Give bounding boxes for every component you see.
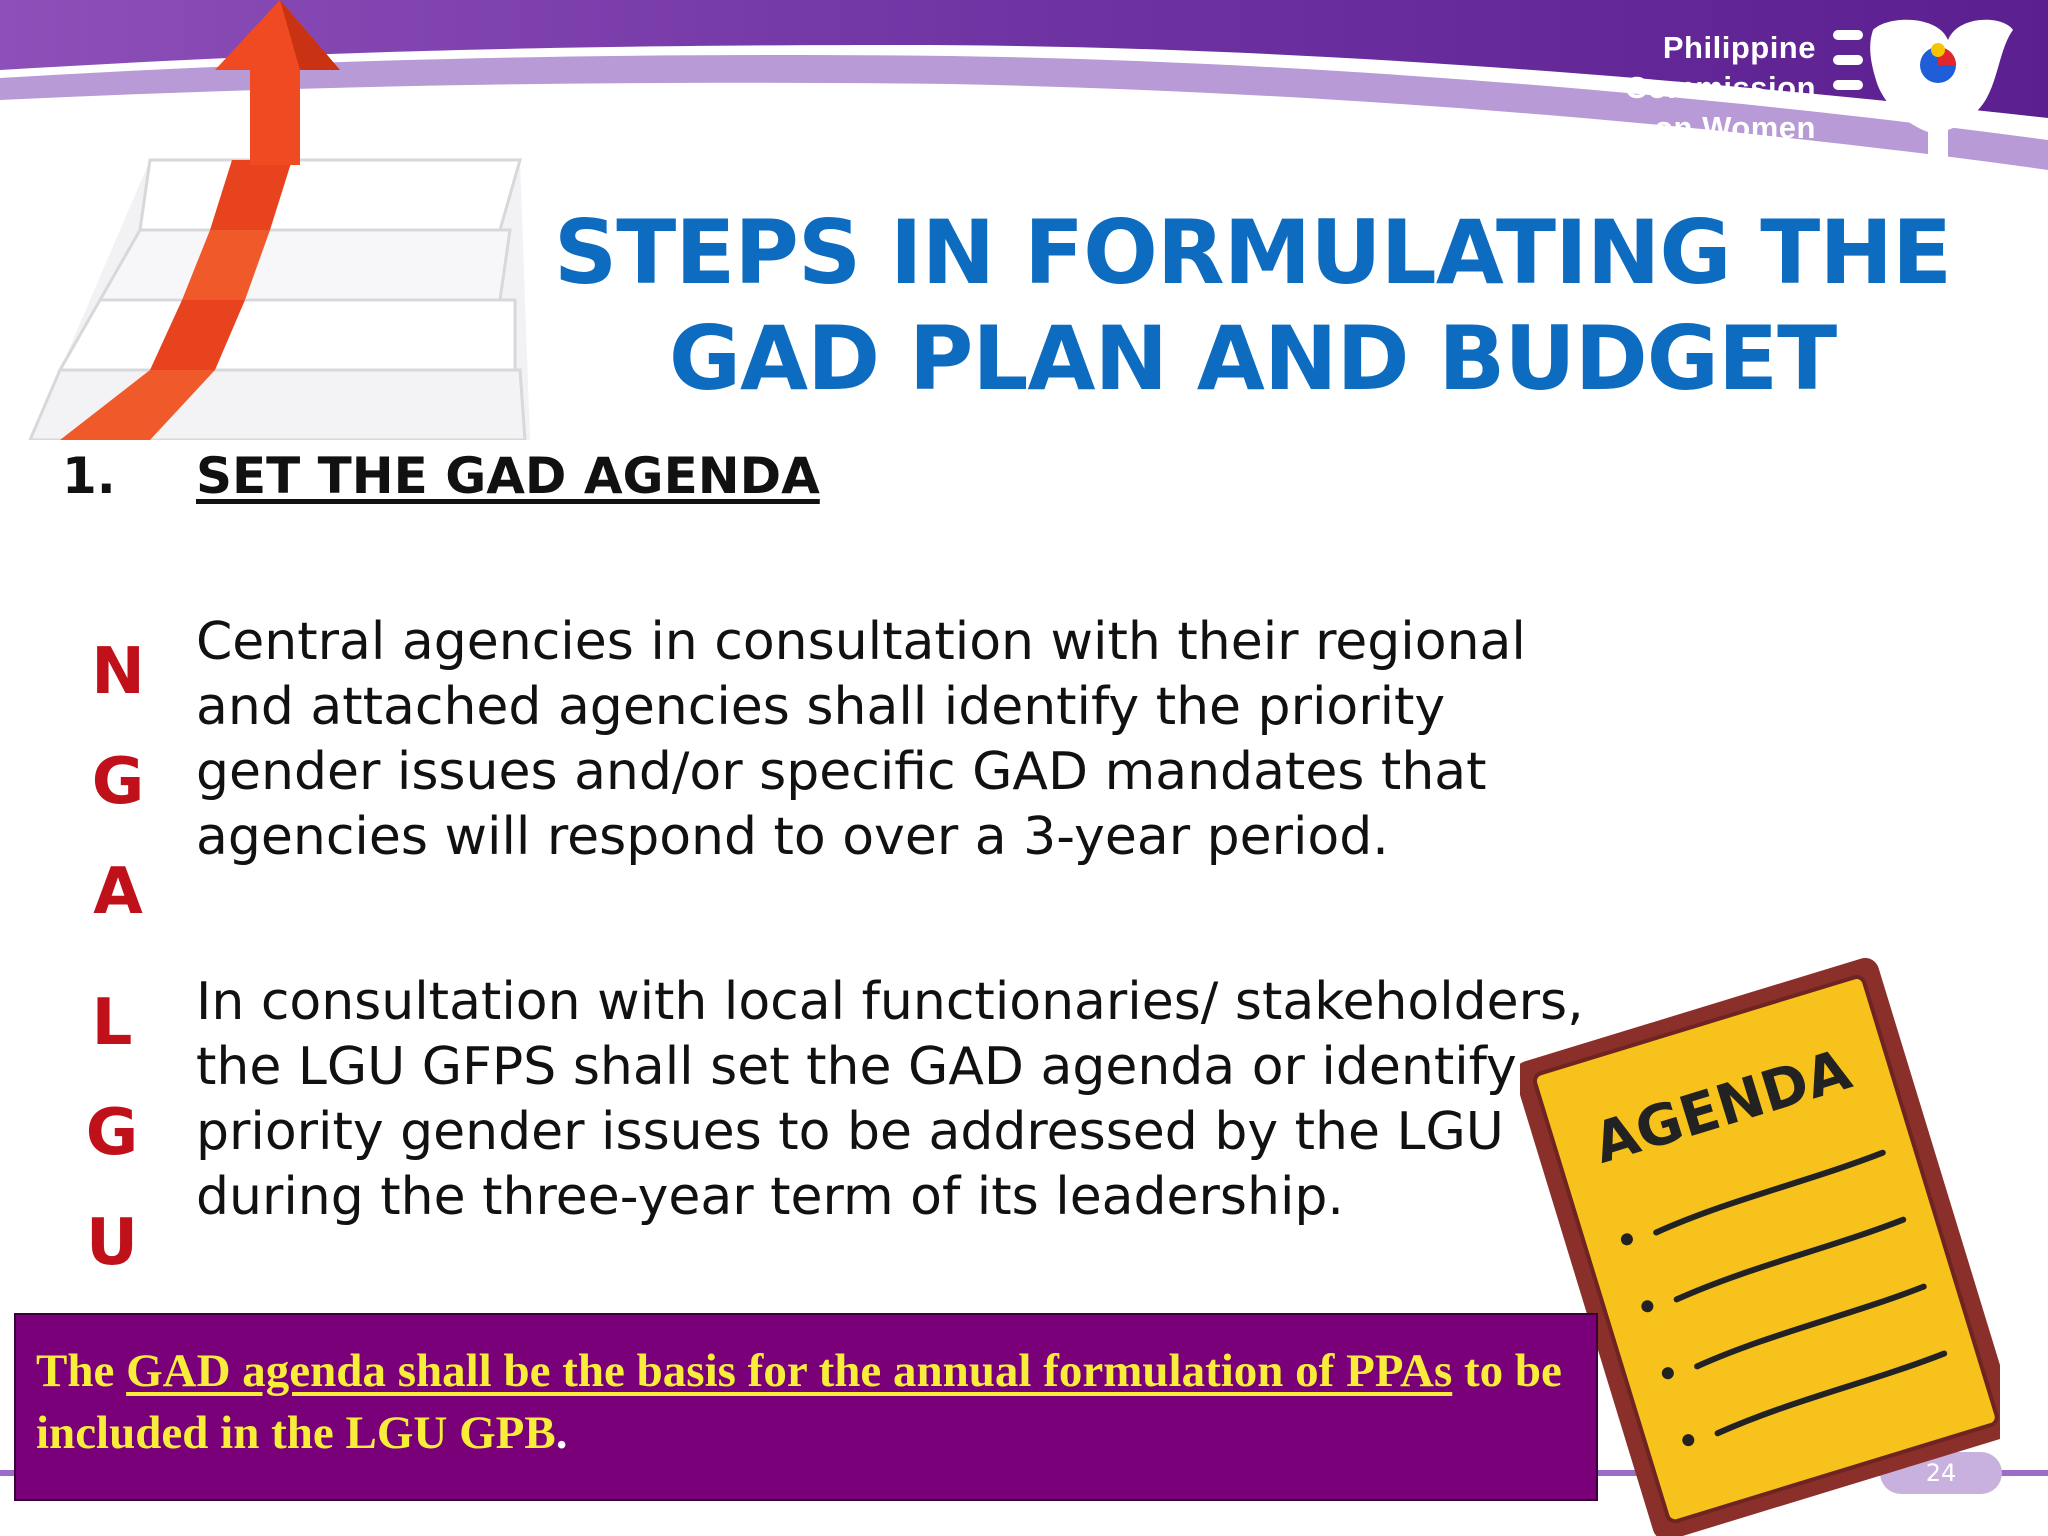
step-number: 1. (62, 447, 116, 505)
acronym-letter: L (91, 986, 133, 1060)
lgu-acronym (62, 968, 162, 1298)
title-line-2: GAD PLAN AND BUDGET (668, 307, 1837, 410)
step-heading: SET THE GAD AGENDA (196, 447, 820, 505)
nga-acronym (68, 617, 168, 947)
title-line-1: STEPS IN FORMULATING THE (553, 201, 1952, 304)
organization-name (1625, 28, 1816, 148)
page-number: 24 (1880, 1452, 2002, 1494)
org-line-3: on Women (1654, 110, 1816, 145)
note-underlined: GAD agenda shall be the basis for the annual formulation of PPAs (126, 1345, 1453, 1397)
nga-paragraph: Central agencies in consultation with their regional and attached agencies shall identify the priority gender issues and/or specific GAD mandates that agencies will respond to over a 3-year period. (196, 612, 1526, 867)
note-text (36, 1340, 1596, 1464)
acronym-letter: G (91, 745, 145, 819)
acronym-letter: G (85, 1096, 139, 1170)
agenda-label: AGENDA (1586, 1037, 1859, 1177)
acronym-letter: A (93, 855, 143, 929)
slide-title (545, 200, 1960, 412)
note-prefix: The (36, 1345, 127, 1397)
lgu-paragraph: In consultation with local functionaries/ stakeholders, the LGU GFPS shall set the GAD agenda or identify priority gender issues to be addressed by the LGU during the three-year term of its leadership. (196, 972, 1584, 1227)
acronym-letter: N (91, 635, 145, 709)
org-line-1: Philippine (1662, 30, 1816, 65)
stairs-illustration (0, 0, 530, 440)
acronym-letter: U (86, 1206, 138, 1280)
org-line-2: Commission (1624, 70, 1816, 105)
note-suffix: to be included in the LGU GPB (36, 1345, 1562, 1459)
note-period: . (555, 1407, 568, 1459)
pcw-logo-icon (1828, 10, 2018, 160)
